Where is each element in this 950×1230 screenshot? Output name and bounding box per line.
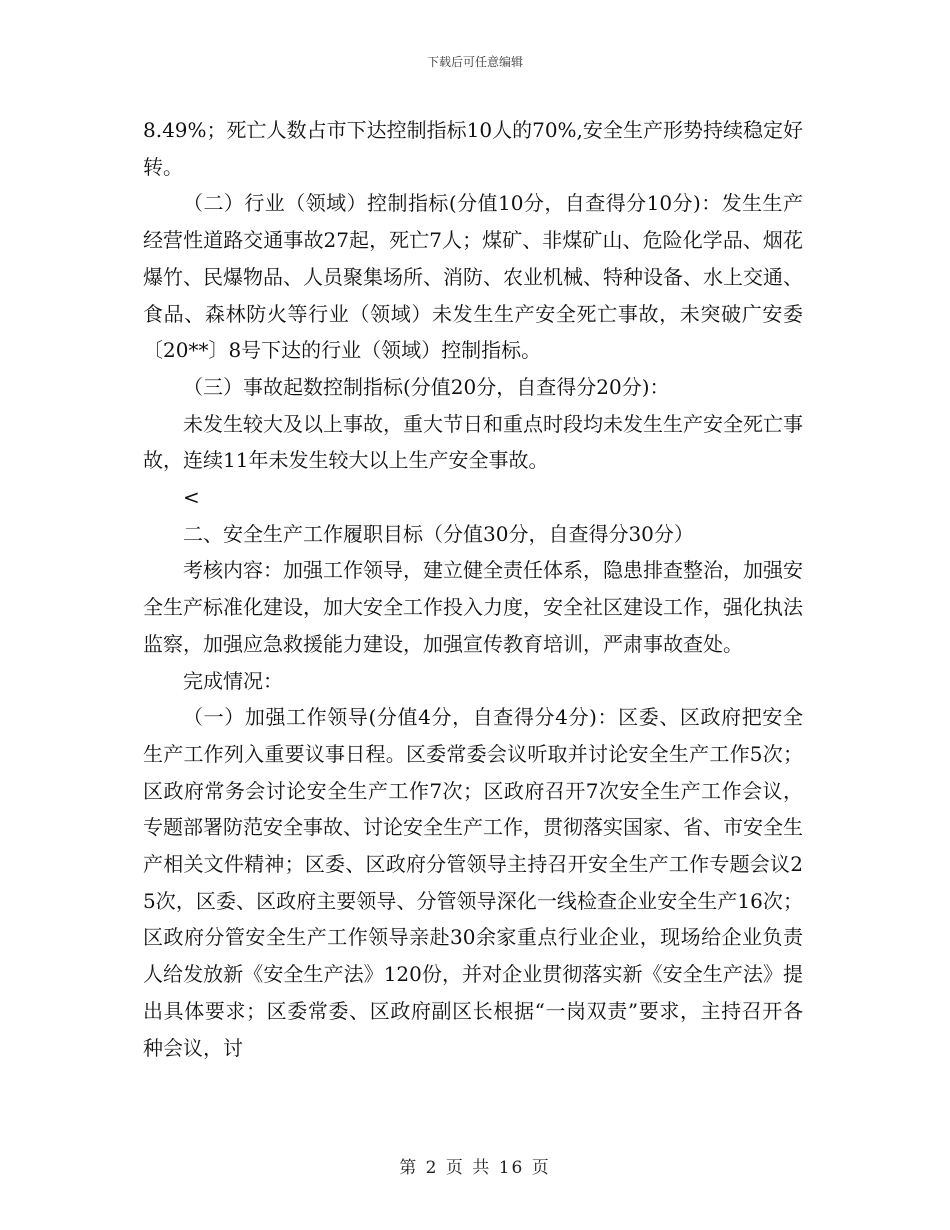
paragraph-9: （一）加强工作领导(分值4分，自查得分4分)：区委、区政府把安全生产工作列入重要议事日程。区委常委会议听取并讨论安全生产工作5次；区政府常务会讨论安全生产工作7次；区政府召开7次安全生产工作会议，专题部署防范安全事故、讨论安全生产工作，贯彻落实国家、省、市安全生产相关文件精神；区委、区政府分管领导主持召开安全生产工作专题会议25次，区委、区政府主要领导、分管领导深化一线检查企业安全生产16次；区政府分管安全生产工作领导亲赴30余家重点行业企业，现场给企业负责人给发放新《安全生产法》120份，并对企业贯彻落实新《安全生产法》提出具体要求；区委常委、区政府副区长根据“一岗双责”要求，主持召开各种会议，讨 bbox=[143, 705, 803, 1060]
page-footer-number: 第 2 页 共 16 页 bbox=[399, 1158, 551, 1178]
paragraph-8: 完成情况： bbox=[183, 668, 283, 693]
paragraph-7: 考核内容：加强工作领导，建立健全责任体系，隐患排查整治，加强安全生产标准化建设，加大安全工作投入力度，安全社区建设工作，强化执法监察，加强应急救援能力建设，加强宣传教育培训，严肃事故查处。 bbox=[143, 558, 803, 656]
paragraph-1: 8.49%；死亡人数占市下达控制指标10人的70%,安全生产形势持续稳定好转。 bbox=[143, 118, 803, 179]
paragraph-6: 二、安全生产工作履职目标（分值30分，自查得分30分） bbox=[183, 521, 694, 546]
paragraph-3: （三）事故起数控制指标(分值20分，自查得分20分)： bbox=[183, 374, 670, 399]
paragraph-2: （二）行业（领域）控制指标(分值10分，自查得分10分)：发生生产经营性道路交通事故27起，死亡7人；煤矿、非煤矿山、危险化学品、烟花爆竹、民爆物品、人员聚集场所、消防、农业机械、特种设备、水上交通、食品、森林防火等行业（领域）未发生生产安全死亡事故，未突破广安委〔20**〕8号下达的行业（领域）控制指标。 bbox=[143, 191, 803, 363]
paragraph-4: 未发生较大及以上事故，重大节日和重点时段均未发生生产安全死亡事故，连续11年未发生较大以上生产安全事故。 bbox=[143, 411, 803, 473]
paragraph-5: < bbox=[183, 485, 200, 510]
document-body bbox=[143, 112, 803, 1066]
page-header-note: 下载后可任意编辑 bbox=[426, 55, 523, 69]
